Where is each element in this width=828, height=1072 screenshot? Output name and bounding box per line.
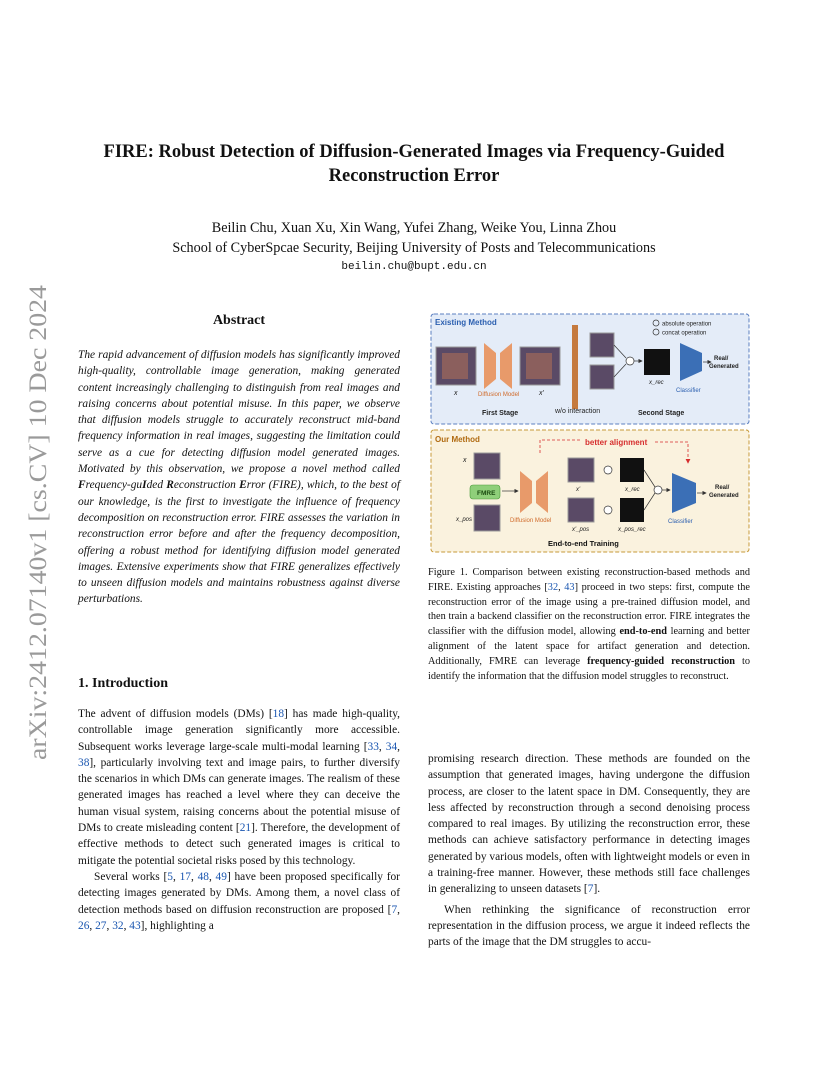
classifier-label: Classifier [676,388,701,394]
author-list: Beilin Chu, Xuan Xu, Xin Wang, Yufei Zhang, Weike You, Linna Zhou [211,220,617,236]
our-output-real: Real/ [715,485,730,491]
citation-link[interactable]: 26 [78,919,90,932]
diffusion-model-label: Diffusion Model [478,392,520,398]
text-run: Comparison between existing reconstruction-based methods and FIRE. Existing approaches [ [428,567,750,593]
name-letter-i: I [142,479,147,492]
output-real-label: Real/ [714,356,729,362]
text-run: ]. Therefore, the development of effective methods to detect such generated images is critical to mitigate the potential societal risks posed by this technology. [78,822,400,867]
abstract-part-2: (FIRE), which, to the best of our knowledge, is the first to investigate the influence of frequency decomposition on reconstruction error. FIRE assesses the variation in reconstruction error before and after the frequency decomposition, offering a robust method for identifying diffusion model generated images. Extensive experiments show that FIRE generalizes effectively to unseen diffusion models and maintains robustness against diverse perturbations. [78,479,400,606]
abstract-heading: Abstract [212,313,266,328]
our-input-image [474,453,500,479]
our-label-xpos-rec: x_pos_rec [618,527,646,533]
title-line-2: Reconstruction Error [328,166,500,186]
our-abs-node-2 [604,506,612,514]
our-label-xpos: x_pos [456,517,473,523]
name-letter-e: E [239,479,247,492]
citation-link[interactable]: 7 [587,883,594,896]
our-output-generated: Generated [709,493,739,499]
figure-1 [430,313,750,553]
our-concat-node [654,486,662,494]
caption-bold-frequency: frequency-guided reconstruction [587,655,736,667]
abstract-part-1: The rapid advancement of diffusion models has significantly improved high-quality, controllable image generation, making generated content increasingly challenging to distinguish from real images and raising concerns about potential misuse. In this paper, we observe that diffusion models struggle to accurately reconstruct mid-band frequency information in real images, suggesting the limitation could serve as a cue for detecting diffusion model generated images. Motivated by this observation, we propose a novel method called [78,349,400,476]
legend-absolute: absolute operation [662,321,712,328]
citation-link[interactable]: 48 [197,870,209,883]
intro-right-column [428,751,750,951]
text-run: ] have been proposed specifically for detecting images generated by DMs. Among them, a novel class of detection methods based on diffusion reconstruction are proposed [ [78,870,400,916]
our-label-x: x [463,457,467,464]
abstract-text [78,347,400,608]
stage-separator [572,325,578,409]
abs-op-node [626,357,634,365]
figure-1-caption: Figure 1. Comparison between existing reconstruction-based methods and FIRE. Existing approaches [32, 43] proceed in two steps: first, compute the reconstruction error of the image using a pre-trained diffusion model, and then train a backend classifier on the reconstruction error. FIRE integrates the classifier with the diffusion model, allowing end-to-end learning and better alignment of the latent space for artifact generation and detection. Additionally, FMRE can leverage frequency-guided reconstruction to identify the information that the diffusion model struggles to reconstruct. [428,567,751,682]
citation-link[interactable]: 5 [167,870,173,883]
first-stage-label: First Stage [482,410,519,417]
better-alignment-label: better alignment [585,438,648,447]
x-rec-map [644,349,670,375]
intro-paragraph-3 [428,751,750,898]
our-xpos-rec-map [620,498,644,522]
name-letter-r: R [166,479,174,492]
our-xpos-image [474,505,500,531]
text-run: learning and better alignment of the latent space for artifact generation and detection. Additionally, FMRE can leverage [428,626,750,667]
name-part-3: econstruction [173,479,240,492]
label-x-prime: x' [539,390,544,397]
existing-method-label: Existing Method [435,318,497,327]
our-xpos-prime-image [568,498,594,522]
citation-link[interactable]: 32 [547,581,559,593]
name-part-4: rror [246,479,266,492]
our-x-rec-map [620,458,644,482]
our-label-xpos-prime: x'_pos [572,527,590,533]
second-stage-x-prime [590,365,614,389]
text-run: ] has made high-quality, controllable image generation significantly more accessible. Subsequent works leverage large-scale multi-modal learning [ [78,708,400,753]
label-x-rec: x_rec [649,380,664,386]
citation-link[interactable]: 43 [564,581,575,593]
paper-title [60,140,768,188]
citation-link[interactable]: 7 [391,903,398,916]
second-stage-label: Second Stage [638,410,685,417]
end-to-end-label: End-to-end Training [548,539,619,548]
arxiv-stamp-text: arXiv:2412.07140v1 [cs.CV] 10 Dec 2024 [25,333,52,760]
citation-link[interactable]: 27 [95,919,107,932]
author-email: beilin.chu@bupt.edu.cn [341,261,487,273]
intro-paragraph-4: When rethinking the significance of reconstruction error representation in the diffusion process, we argue it indeed reflects the parts of the image that the DM struggles to accu- [428,903,750,949]
our-abs-node-1 [604,466,612,474]
citation-link[interactable]: 17 [179,870,191,883]
our-x-prime-image [568,458,594,482]
text-run: to identify the information that the diffusion model struggles to reconstruct. [428,655,751,682]
name-part-2: ded [146,479,167,492]
text-run: The advent of diffusion models (DMs) [ [78,708,273,720]
intro-left-column [78,706,400,934]
author-block [60,218,768,258]
citation-link[interactable]: 21 [239,822,252,835]
input-image-x-detail [442,353,468,379]
text-run: ] proceed in two steps: first, compute the reconstruction error of the image using a pre-trained diffusion model, and then train a backend classifier on the reconstruction error. FIRE integrates the classifier with the diffusion model, allowing [428,581,750,638]
our-diffusion-label: Diffusion Model [510,518,552,524]
citation-link[interactable]: 38 [78,756,90,769]
fmre-label: FMRE [477,490,496,497]
our-method-label: Our Method [435,435,480,444]
our-label-x-rec: x_rec [625,487,640,493]
name-part-1: requency-gu [85,479,143,492]
affiliation: School of CyberSpcae Security, Beijing University of Posts and Telecommunications [172,240,656,256]
caption-label: Figure 1. [428,567,468,578]
recon-image-x-prime-detail [526,353,552,379]
caption-bold-end-to-end: end-to-end [619,626,667,638]
our-label-x-prime: x' [576,487,581,493]
text-run: ], highlighting a [140,919,214,932]
text-run: ]. [593,883,601,896]
citation-link[interactable]: 32 [112,919,124,932]
citation-link[interactable]: 33 [367,740,379,753]
second-stage-x [590,333,614,357]
citation-link[interactable]: 18 [272,708,285,720]
legend-concat: concat operation [662,330,707,337]
title-line-1: FIRE: Robust Detection of Diffusion-Generated Images via Frequency-Guided [103,142,725,162]
wo-interaction-label: w/o interaction [555,408,601,415]
label-x: x [454,390,458,397]
our-classifier-label: Classifier [668,519,693,525]
output-generated-label: Generated [709,364,739,370]
arxiv-stamp [16,285,58,760]
citation-link[interactable]: 49 [215,870,227,883]
text-run: Several works [ [94,870,168,883]
citation-link[interactable]: 43 [129,919,141,932]
name-letter-f: F [78,479,86,492]
text-run: promising research direction. These methods are founded on the assumption that generated images, having undergone the diffusion process, are closer to the latent space in DM. Consequently, they are less affected by reconstruction through a second denoising process compared to real images. By utilizing the reconstruction error, these methods can achieve satisfactory performance in detecting images generated by various models, often with lightweight models or even in a training-free manner. However, these methods still face challenges in generalizing to unseen datasets [ [428,753,750,896]
citation-link[interactable]: 34 [385,740,398,753]
section-heading-introduction: 1. Introduction [78,676,168,691]
text-run: ], particularly involving text and image pairs, to further diversify the scenarios in which DMs can generate images. The realism of these generated images has reached a level where they can deceive the human visual system, raising concerns about the potential misuse of DMs to create misleading content [ [78,756,400,835]
intro-paragraph-1: The advent of diffusion models (DMs) [18] has made high-quality, controllable image generation significantly more accessible. Subsequent works leverage large-scale multi-modal learning [33, 34, 38], particularly involving text and image pairs, to further diversify the scenarios in which DMs can generate images. The realism of these generated images has reached a level where they can deceive the human visual system, raising concerns about the potential misuse of DMs to create misleading content [21]. Therefore, the development of effective methods to detect such generated images is critical to mitigate the potential societal risks posed by this technology. [78,708,400,867]
intro-paragraph-2: Several works [5, 17, 48, 49] have been proposed specifically for detecting images generated by DMs. Among them, a novel class of detection methods based on diffusion reconstruction are proposed [7, 26, 27, 32, 43], highlighting a [78,870,400,932]
